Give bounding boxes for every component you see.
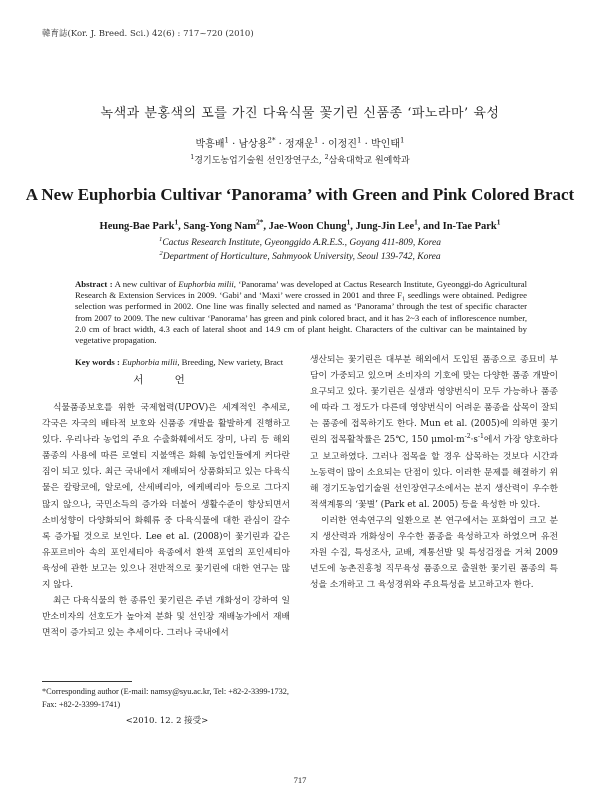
paragraph: 최근 다육식물의 한 종류인 꽃기린은 주년 개화성이 강하여 일반소비자의 선호도가 높아져 분화 및 선인장 재배농가에서 재배면적이 증가되고 있는 추세이다. 그러나 국내에서 [42,596,290,639]
paragraph: 생산되는 꽃기린은 대부분 해외에서 도입된 품종으로 종묘비 부담이 가중되고 있으며 소비자의 기호에 맞는 다양한 품종 개발이 요구되고 있다. 꽃기린은 실생과 영양번식이 모두 가능하나 품종에 따라 그 정도가 다른데 영양번식이 어려운 품종을 삽목이 잘되는 품종에 접목하기도 한다. Mun et al. (2005)에 의하면 꽃기린의 접목활착률은 25℃, 150 $\mu mol\cdot m^{-2}\cdot s^{-1}$에서 가장 양호하다고 보고하였다. 그러나 접목을 할 경우 삽목하는 것보다 시간과 노동력이 많이 소요되는 단점이 있다. 이러한 문제를 해결하기 위해 경기도농업기술원 선인장연구소에서는 분지 생산력이 우수한 적색계통의 ‘꽃별’ (Park et al. 2005) 등을 육성한 바 있다. [310,355,558,510]
section-heading-introduction: 서 언 [133,374,199,386]
affiliations-korean: $^1$경기도농업기술원 선인장연구소, $^2$삼육대학교 원예학과 [190,154,410,166]
affiliation-english-1: $^1$Cactus Research Institute, Gyeonggido A.R.E.S., Goyang 411-809, Korea [159,235,441,248]
author-ko: 박흥배$^1$ [195,136,229,150]
paragraph: 이러한 연속연구의 일환으로 본 연구에서는 포화엽이 크고 분지 생산력과 개화성이 우수한 품종을 육성하고자 하였으며 유전자원 수집, 특성조사, 교배, 계통선발 및 특성검정을 거쳐 2009년도에 농촌진흥청 직무육성 품종으로 출원한 꽃기린 품종의 특성을 소개하고 그 육성경위와 주요특성을 보고하고자 한다. [310,515,558,591]
author-en: In-Tae Park$^1$ [442,217,501,232]
title-english: A New Euphorbia Cultivar ‘Panorama’ with Green and Pink Colored Bract [25,185,575,204]
journal-reference: 韓育誌(Kor. J. Breed. Sci.) 42(6) : 717~720 (2010) [42,29,254,39]
abstract: Abstract : A new cultivar of Euphorbia milii, ‘Panorama’ was developed at Cactus Research Institute, Gyeonggi-do Agricultural Research & Extension Services in 2009. ‘Gabi’ and ‘Maxi’ were crossed in 2001 and three $F_1$ seedlings were obtained. Pedigree selection was performed in 2002. One line was finally selected and named as ‘Panorama’ through the test of specific character from 2007 to 2009. The new cultivar ‘Panorama’ has green and pink colored bract, and it has 2~3 each of inflorescence number, 2.0 cm of bract width, 4.3 each of lateral shoot and 14.9 cm of plant height. Characters of the cultivar can be maintained by vegetative propagation. [75,279,527,346]
authors-english: Heung-Bae Park$^1$, Sang-Yong Nam$^{2*}$, Jae-Woon Chung$^1$, Jung-Jin Lee$^1$, and In-Tae Park$^1$ [99,217,501,232]
body-column-right [310,352,558,593]
abstract-label: Abstract : [75,279,113,289]
paragraph: 식물품종보호를 위한 국제협력(UPOV)은 세계적인 추세로, 각국은 자국의 배타적 보호와 신품종 개발을 활발하게 진행하고 있다. 우리나라 농업의 주요 수출화훼에서도 장미, 나리 등 해외품종의 사용에 따른 로열티 지불액은 화훼 농업인들에게 커다란 짐이 되고 있다. 최근 국내에서 재배되어 상품화되고 있는 다육식물은 칼랑코에, 알로에, 산세베리아, 에케베리아 등으로 그다지 많지 않으나, 국민소득의 증가와 더불어 생활수준이 향상되면서 소비성향이 다양화되어 화훼류 중 다육식물에 대한 관심이 갈수록 증가될 것으로 보인다. Lee et al. (2008)이 꽃기린과 같은 유포르비아 속의 포인세티아 육종에서 환색 포엽의 포인세티아 육성에 관한 보고는 있으나 전반적으로 꽃기린에 대한 연구는 많지 않다. [42,403,290,591]
author-en: Jae-Woon Chung$^1$ [268,217,351,232]
author-en: Jung-Jin Lee$^1$ [355,217,418,232]
keywords-label: Key words : [75,357,120,367]
received-date: <2010. 12. 2 接受> [125,716,209,726]
page-number: 717 [293,775,307,785]
author-en: Sang-Yong Nam$^{2*}$ [183,217,264,232]
keywords: Key words : Euphorbia milii, Breeding, New variety, Bract [75,357,284,367]
title-korean: 녹색과 분홍색의 포를 가진 다육식물 꽃기린 신품종 ‘파노라마’ 육성 [100,106,500,121]
author-ko: 남상용$^{2*}$ [238,136,276,150]
author-ko: 이정진$^1$ [328,136,362,150]
author-en: Heung-Bae Park$^1$ [99,217,179,232]
authors-korean: 박흥배$^1$ · 남상용$^{2*}$ · 정재운$^1$ · 이정진$^1$ · 박인태$^1$ [195,136,405,150]
corresponding-author-footnote: *Corresponding author (E-mail: namsy@syu.ac.kr, Tel: +82-2-3399-1732, Fax: +82-2-3399-1741) [42,687,289,709]
affiliation-english-2: $^2$Department of Horticulture, Sahmyook University, Seoul 139-742, Korea [159,249,441,262]
body-column-left [42,400,290,641]
author-ko: 정재운$^1$ [285,136,319,150]
footnote-divider [42,681,132,682]
author-ko: 박인태$^1$ [371,136,405,150]
